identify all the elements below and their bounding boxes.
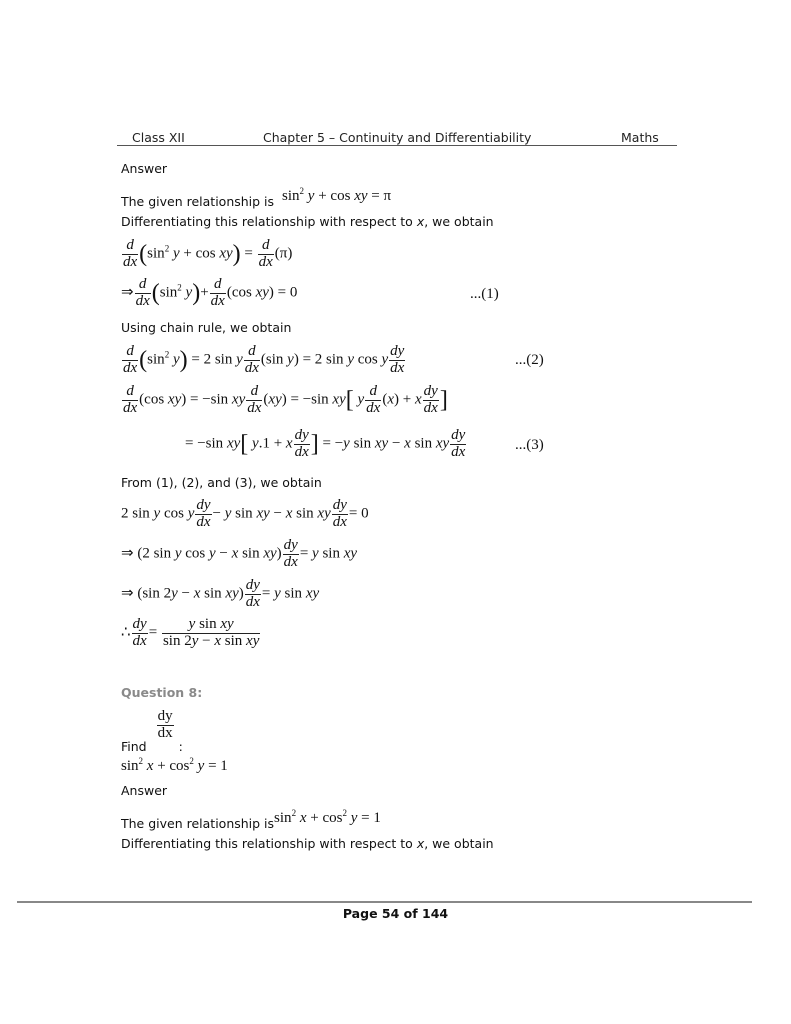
header-divider (117, 145, 677, 146)
question-8-find: Find $\frac{dy}{dx}$ : (121, 708, 183, 754)
equation-step-1: $\frac{d}{dx}$ ($\sin^2$ y + cos xy) = $\frac{d}{dx}$ (π) (123, 237, 293, 270)
header-chapter: Chapter 5 – Continuity and Differentiability (263, 130, 532, 145)
differentiating-text: Differentiating this relationship with respect to x, we obtain (121, 214, 494, 229)
chain-rule-text: Using chain rule, we obtain (121, 320, 292, 335)
question-8-title: Question 8: (121, 685, 203, 700)
page-number: Page 54 of 144 (342, 906, 449, 921)
equation-chain-1: $\frac{d}{dx}$ ($\sin^2$ y) = 2 sin y $\frac{d}{dx}$ (sin y) = 2 sin y cos y $\frac{dy}{dx}$ (123, 343, 405, 376)
question-8-differentiating-text: Differentiating this relationship with respect to x, we obtain (121, 836, 494, 851)
header-class: Class XII (132, 130, 185, 145)
equation-step-2: ⇒ $\frac{d}{dx}$ ($\sin^2$ y)+ $\frac{d}{dx}$ (cos xy) = 0 (121, 276, 298, 309)
question-8-given-text: The given relationship issin$^2$ $x + \cos^2 y = 1$ (121, 808, 381, 831)
footer-divider (17, 901, 752, 903)
question-8-answer-label: Answer (121, 783, 168, 798)
equation-chain-2: $\frac{d}{dx}$ (cos xy) = −sin xy $\frac{d}{dx}$ (xy) = −sin xy[ y $\frac{d}{dx}$ (x) + x $\frac{dy}{dx}$ ] (123, 383, 448, 416)
equation-combine-2: ⇒ (2 sin y cos y − x sin xy) $\frac{dy}{dx}$ = y sin xy (121, 537, 358, 570)
find-label: Find (121, 738, 147, 754)
given-relationship-text (121, 186, 392, 211)
question-8-equation: $\sin^2 x + \cos^2 y = 1$ (121, 756, 228, 774)
header-subject: Maths (621, 130, 659, 145)
given-prefix: The given relationship is (121, 194, 275, 209)
equation-result: ∴ $\frac{dy}{dx}$ = $\frac{\text{y sin xy}}{\text{sin 2y − x sin xy}}$ (121, 616, 260, 649)
equation-tag-1: ...(1) (470, 286, 499, 302)
equation-combine-1: 2 sin y cos y $\frac{dy}{dx}$ − y sin xy − x sin xy $\frac{dy}{dx}$ = 0 (121, 497, 369, 530)
find-derivative: $\frac{dy}{dx}$ (157, 708, 173, 741)
equation-chain-3: = −sin xy[ y.1 + x $\frac{dy}{dx}$ ] = −y sin xy − x sin xy $\frac{dy}{dx}$ (185, 427, 466, 460)
equation-combine-3: ⇒ (sin 2y − x sin xy) $\frac{dy}{dx}$ = y sin xy (121, 577, 320, 610)
equation-tag-2: ...(2) (515, 352, 544, 368)
given-equation: $\sin^2 y + \cos$ xy = π (282, 186, 392, 204)
from-text: From (1), (2), and (3), we obtain (121, 475, 322, 490)
question-8-given-equation: $\sin^2 x + \cos^2 y = 1$ (274, 808, 381, 826)
answer-label: Answer (121, 161, 168, 176)
equation-tag-3: ...(3) (515, 437, 544, 453)
